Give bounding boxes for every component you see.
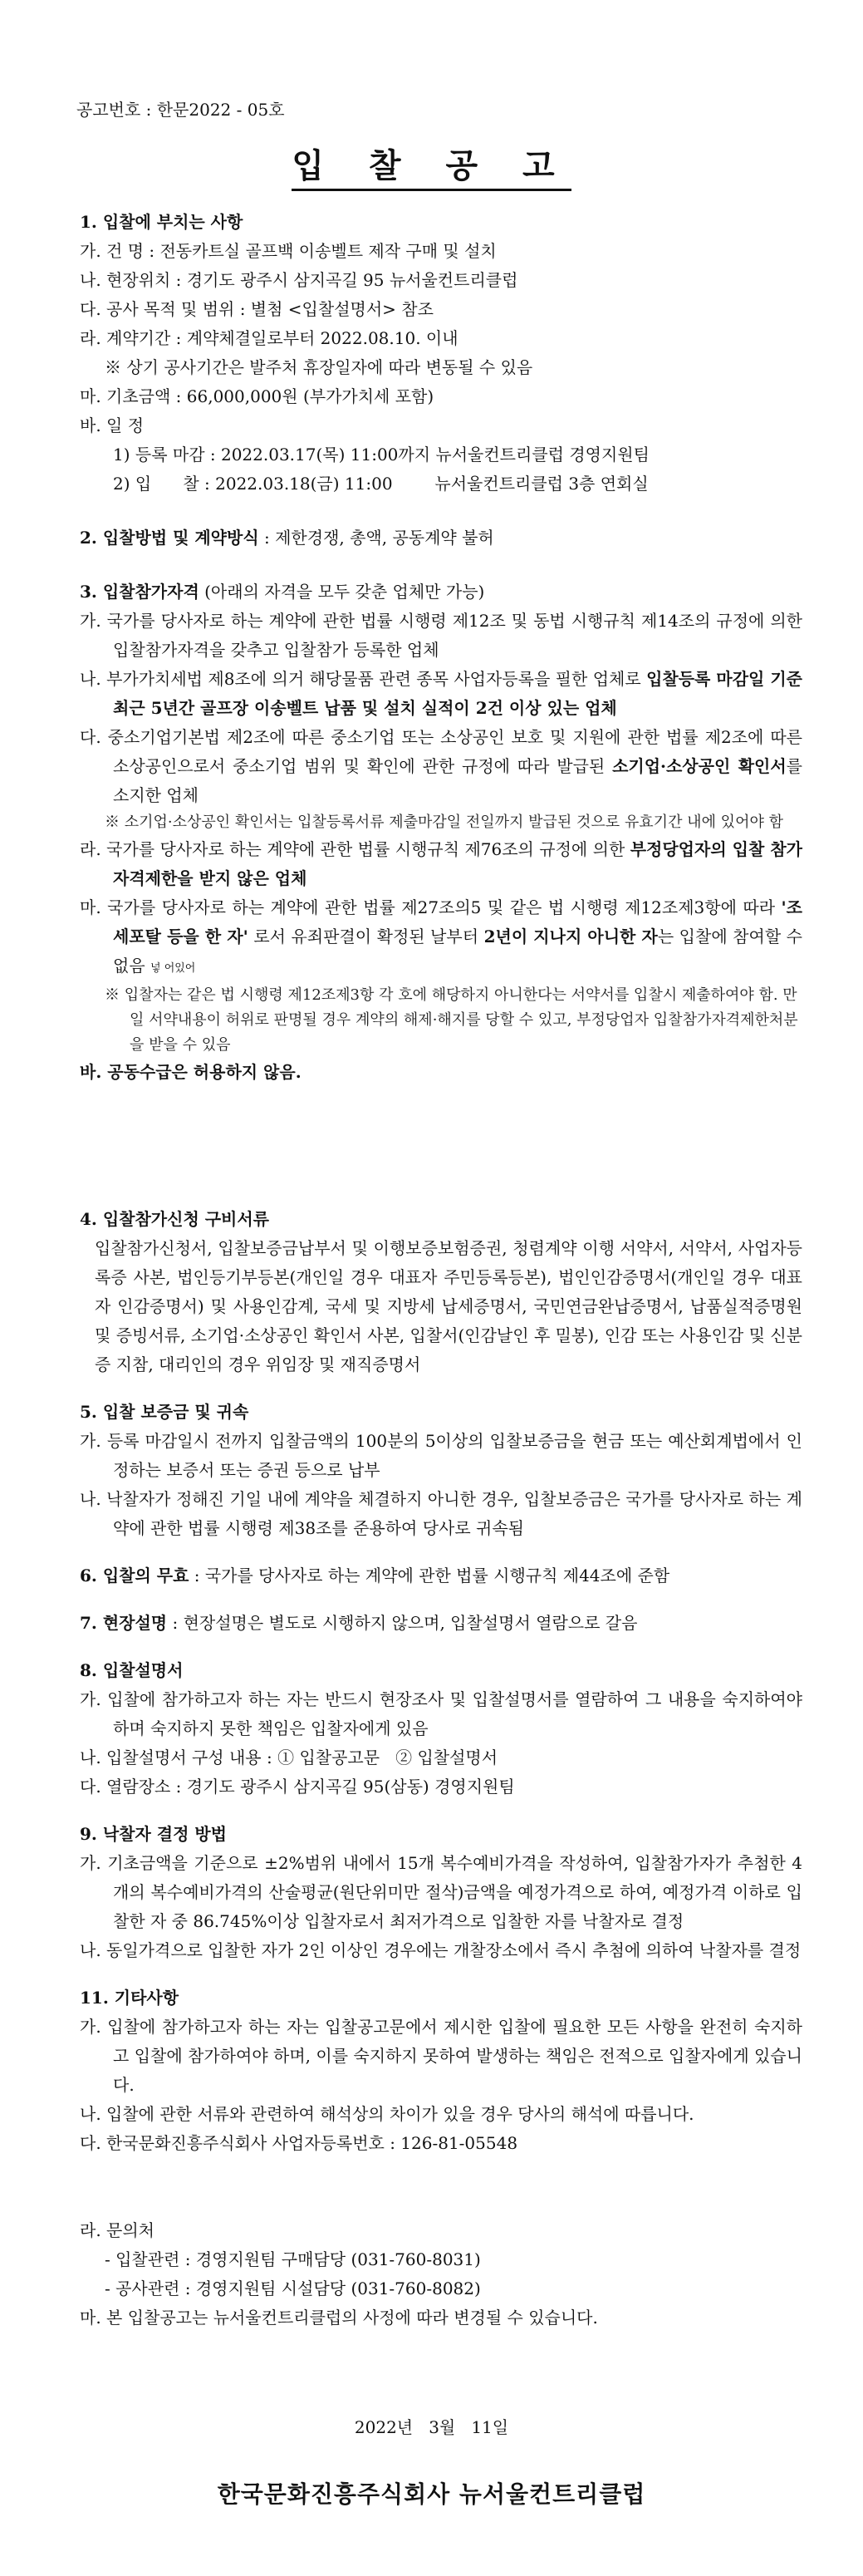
section-11-title: 11. 기타사항	[80, 1988, 179, 2008]
s3-da-note: ※ 소기업·소상공인 확인서는 입찰등록서류 제출마감일 전일까지 발급된 것으로 유효기간 내에 있어야 함	[105, 814, 783, 831]
s1-item-da: 다. 공사 목적 및 범위 : 별첨 <입찰설명서> 참조	[80, 299, 434, 319]
spacer	[80, 2158, 802, 2216]
s1-item-ga: 가. 건 명 : 전동카트실 골프백 이송벨트 제작 구매 및 설치	[80, 241, 497, 261]
section-5-title: 5. 입찰 보증금 및 귀속	[80, 1402, 249, 1422]
s8-item-na: 나. 입찰설명서 구성 내용 : ① 입찰공고문 ② 입찰설명서	[80, 1748, 498, 1767]
section-4	[80, 1205, 802, 1379]
section-6	[80, 1561, 802, 1590]
s11-item-ga: 가. 입찰에 참가하고자 하는 자는 입찰공고문에서 제시한 입찰에 필요한 모든 사항을 완전히 숙지하고 입찰에 참가하여야 하며, 이를 숙지하지 못하여 발생하는 책임은 전적으로 입찰자에게 있습니다.	[80, 2017, 802, 2095]
section-7	[80, 1609, 802, 1638]
s5-item-ga: 가. 등록 마감일시 전까지 입찰금액의 100분의 5이상의 입찰보증금을 현금 또는 예산회계법에서 인정하는 보증서 또는 증권 등으로 납부	[80, 1431, 802, 1480]
section-8-title: 8. 입찰설명서	[80, 1660, 184, 1680]
section-3-title: 3. 입찰참가자격	[80, 582, 199, 602]
section-7-text: : 현장설명은 별도로 시행하지 않으며, 입찰설명서 열람으로 갈음	[167, 1613, 638, 1633]
s1-schedule-1: 1) 등록 마감 : 2022.03.17(목) 11:00까지 뉴서울컨트리클럽 경영지원팀	[113, 445, 650, 465]
s1-item-ra: 라. 계약기간 : 계약체결일로부터 2022.08.10. 이내	[80, 328, 458, 348]
s3-item-na	[80, 665, 802, 723]
notice-body	[80, 208, 802, 2333]
section-6-title: 6. 입찰의 무효	[80, 1566, 189, 1585]
spacer	[80, 1087, 802, 1187]
section-2-text: : 제한경쟁, 총액, 공동계약 불허	[258, 528, 494, 548]
s3-item-ma	[80, 893, 802, 983]
s3-ma-text-2: 로서 유죄판결이 확정된 날부터	[248, 927, 484, 946]
s8-item-ga: 가. 입찰에 참가하고자 하는 자는 반드시 현장조사 및 입찰설명서를 열람하여 그 내용을 숙지하여야 하며 숙지하지 못한 책임은 입찰자에게 있음	[80, 1689, 802, 1738]
section-9	[80, 1820, 802, 1965]
s3-da-text: 다. 중소기업기본법 제2조에 따른 중소기업 또는 소상공인 보호 및 지원에 관한 법률 제2조에 따른 소상공인으로서 중소기업 범위 및 확인에 관한 규정에 따라 발급된	[80, 727, 802, 776]
section-7-title: 7. 현장설명	[80, 1613, 168, 1633]
section-3	[80, 578, 802, 1087]
company-name: 한국문화진흥주식회사 뉴서울컨트리클럽	[217, 2480, 646, 2508]
s9-item-na: 나. 동일가격으로 입찰한 자가 2인 이상인 경우에는 개찰장소에서 즉시 추첨에 의하여 낙찰자를 결정	[80, 1940, 802, 1960]
s1-schedule-2: 2) 입 찰 : 2022.03.18(금) 11:00 뉴서울컨트리클럽 3층 연회실	[113, 474, 649, 494]
contact-section	[80, 2216, 802, 2333]
s3-da-bold: 소기업·소상공인 확인서	[612, 756, 787, 776]
s1-item-ma: 마. 기초금액 : 66,000,000원 (부가가치세 포함)	[80, 386, 434, 406]
notice-number: 공고번호 : 한문2022 - 05호	[76, 100, 285, 120]
s11-item-na: 나. 입찰에 관한 서류와 관련하여 해석상의 차이가 있을 경우 당사의 해석에 따릅니다.	[80, 2104, 694, 2124]
section-2	[80, 524, 802, 553]
s11-item-da: 다. 한국문화진흥주식회사 사업자등록번호 : 126-81-05548	[80, 2133, 518, 2153]
s3-item-ga: 가. 국가를 당사자로 하는 계약에 관한 법률 시행령 제12조 및 동법 시행규칙 제14조의 규정에 의한 입찰참가자격을 갖추고 입찰참가 등록한 업체	[80, 611, 802, 660]
s3-da-tail: 를 소지한 업체	[113, 756, 802, 805]
s4-text: 입찰참가신청서, 입찰보증금납부서 및 이행보증보험증권, 청렴계약 이행 서약서, 서약서, 사업자등록증 사본, 법인등기부등본(개인일 경우 대표자 주민등록등본), 법인인감증명서(개인일 경우 대표자 인감증명서) 및 사용인감계, 국세 및 지방세 납세증명서, 국민연금완납증명서, 납품실적증명원 및 증빙서류, 소기업·소상공인 확인서 사본, 입찰서(인감날인 후 밀봉), 인감 또는 사용인감 및 신분증 지참, 대리인의 경우 위임장 및 재직증명서	[95, 1238, 802, 1374]
section-6-text: : 국가를 당사자로 하는 계약에 관한 법률 시행규칙 제44조에 준함	[189, 1566, 670, 1585]
s3-ra-bold: 부정당업자의 입찰 참가 자격제한을 받지 않은 업체	[113, 839, 802, 888]
section-8	[80, 1656, 802, 1802]
s3-na-text: 나. 부가가치세법 제8조에 의거 해당물품 관련 종목 사업자등록을 필한 업체로	[80, 669, 647, 689]
section-4-title: 4. 입찰참가신청 구비서류	[80, 1209, 270, 1229]
contact-change-notice: 마. 본 입찰공고는 뉴서울컨트리클럽의 사정에 따라 변경될 수 있습니다.	[80, 2308, 598, 2328]
s3-item-ba: 바. 공동수급은 허용하지 않음.	[80, 1062, 302, 1082]
contact-construction: - 공사관련 : 경영지원팀 시설담당 (031-760-8082)	[105, 2279, 481, 2298]
s3-ma-text: 마. 국가를 당사자로 하는 계약에 관한 법률 제27조의5 및 같은 법 시행령 제12조제3항에 따라	[80, 897, 782, 917]
section-2-title: 2. 입찰방법 및 계약방식	[80, 528, 259, 548]
section-3-title-note: (아래의 자격을 모두 갖춘 업체만 가능)	[199, 582, 485, 602]
s3-ma-note: ※ 입찰자는 같은 법 시행령 제12조제3항 각 호에 해당하지 아니한다는 서약서를 입찰시 제출하여야 함. 만일 서약내용이 허위로 판명될 경우 계약의 해제·해지를 당할 수 있고, 부정당업자 입찰참가자격제한처분을 받을 수 있음	[105, 986, 798, 1054]
s3-ma-bold-1: '조세포탈 등을 한 자'	[113, 897, 802, 946]
contact-bid: - 입찰관련 : 경영지원팀 구매담당 (031-760-8031)	[105, 2249, 481, 2269]
contact-title: 라. 문의처	[80, 2220, 154, 2240]
s3-item-da	[80, 723, 802, 810]
s3-ma-bold-2: 2년이 지나지 아니한 자	[483, 927, 658, 946]
s5-item-na: 나. 낙찰자가 정해진 기일 내에 계약을 체결하지 아니한 경우, 입찰보증금은 국가를 당사자로 하는 계약에 관한 법률 시행령 제38조를 준용하여 당사로 귀속됨	[80, 1489, 802, 1538]
s8-item-da: 다. 열람장소 : 경기도 광주시 삼지곡길 95(삼동) 경영지원팀	[80, 1777, 515, 1797]
section-9-title: 9. 낙찰자 결정 방법	[80, 1824, 228, 1844]
section-11	[80, 1984, 802, 2158]
section-1	[80, 208, 802, 499]
section-5	[80, 1398, 802, 1543]
page-title	[0, 140, 863, 187]
title-text: 입 찰 공 고	[292, 146, 571, 191]
s3-ra-text: 라. 국가를 당사자로 하는 계약에 관한 법률 시행규칙 제76조의 규정에 의한	[80, 839, 630, 859]
s3-ma-small: 넣 어있어	[150, 962, 196, 975]
section-1-title: 1. 입찰에 부치는 사항	[80, 212, 243, 232]
s9-item-ga: 가. 기초금액을 기준으로 ±2%범위 내에서 15개 복수예비가격을 작성하여, 입찰참가자가 추첨한 4개의 복수예비가격의 산술평균(원단위미만 절삭)금액을 예정가격으로 하여, 예정가격 이하로 입찰한 자 중 86.745%이상 입찰자로서 최저가격으로 입찰한 자를 낙찰자로 결정	[80, 1853, 802, 1931]
s1-item-na: 나. 현장위치 : 경기도 광주시 삼지곡길 95 뉴서울컨트리클럽	[80, 270, 518, 290]
s1-item-ba: 바. 일 정	[80, 415, 145, 435]
s3-ma-text-3: 는 입찰에 참여할 수 없음	[113, 927, 802, 976]
s3-na-bold: 입찰등록 마감일 기준 최근 5년간 골프장 이송벨트 납품 및 설치 실적이 2건 이상 있는 업체	[113, 669, 803, 718]
s1-ra-note: ※ 상기 공사기간은 발주처 휴장일자에 따라 변동될 수 있음	[105, 357, 533, 377]
notice-date: 2022년 3월 11일	[354, 2417, 509, 2437]
s3-item-ra	[80, 835, 802, 893]
